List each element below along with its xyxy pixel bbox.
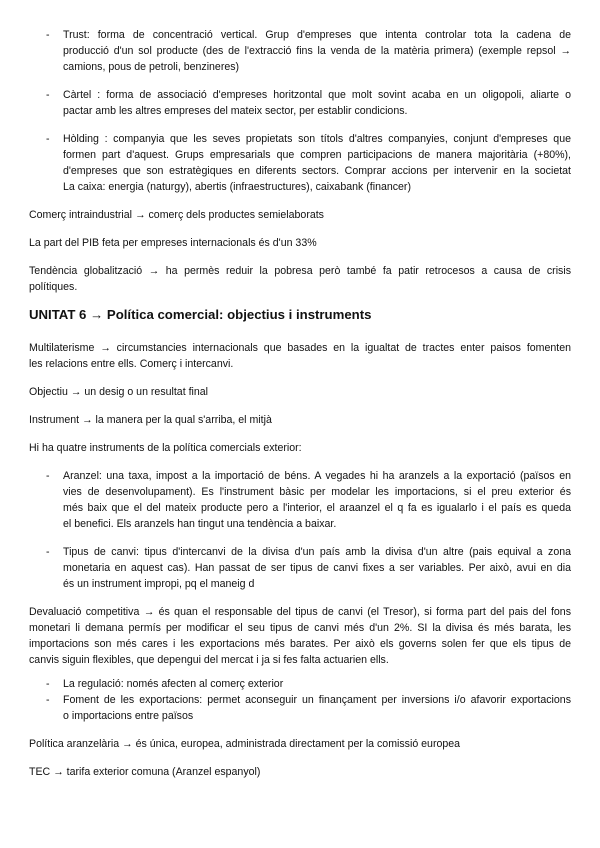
cartel-line-1: Càrtel : forma de associació d'empreses horitzontal que molt sovint acaba en un oligopoli, aliarte o [63, 89, 571, 101]
paragraph-devaluacio-line-4: canvis siguin flexibles, que depengui del mercat i ja si fes falta actuarien ells. [29, 654, 389, 666]
cartel-line-2: pactar amb les altres empreses del mateix sector, per establir condicions. [63, 105, 408, 117]
paragraph-quatre: Hi ha quatre instruments de la política comercials exterior: [29, 442, 302, 454]
holding-line-3: d'empreses que son estratègiques en diferents sectors. Comprar accions per intervenir en la societat [63, 165, 571, 177]
aranzel-line-1: Aranzel: una taxa, impost a la importació de béns. A vegades hi ha aranzels a la exportació (països en [63, 470, 571, 482]
paragraph-multi-line-1: Multilaterisme → circumstancies internacionals que basades en la igualtat de tractes enter paisos fomenten [29, 342, 571, 354]
paragraph-devaluacio-line-3: importacions son més cares i les exportacions més barates. Per això els governs solen fer que els tipus de [29, 638, 571, 650]
paragraph-multi-line-2: les relacions entre ells. Comerç i intercanvi. [29, 358, 234, 370]
trust-line-1: Trust: forma de concentració vertical. Grup d'empreses que intenta controlar tota la cadena de [63, 29, 571, 41]
bullet-dash: - [46, 678, 50, 690]
paragraph-pib: La part del PIB feta per empreses internacionals és d'un 33% [29, 237, 317, 249]
canvi-line-1: Tipus de canvi: tipus d'intercanvi de la divisa d'un país amb la divisa d'un altre (pais equival a zona [63, 546, 571, 558]
regulacio-line-1: La regulació: només afecten al comerç exterior [63, 678, 284, 690]
bullet-dash: - [46, 133, 50, 145]
bullet-dash: - [46, 29, 50, 41]
holding-line-4: La caixa: energia (naturgy), abertis (infraestructures), caixabank (financer) [63, 181, 411, 193]
holding-line-1: Hòlding : companyia que les seves propietats son títols d'altres companyies, conjunt d'empreses que [63, 133, 571, 145]
canvi-line-2: monetaria en aquest cas). Han passat de ser tipus de canvi fixes a ser variables. Per això, avui en dia [63, 562, 571, 574]
aranzel-line-3: més baix que el del mateix producte pero a l'interior, el araanzel el q fa es igualarlo i el país es queda [63, 502, 571, 514]
bullet-dash: - [46, 694, 50, 706]
bullet-dash: - [46, 470, 50, 482]
paragraph-devaluacio-line-2: monetari li demana permís per modificar el seu tipus de canvi més d'un 2%. SI la divisa és més barata, les [29, 622, 571, 634]
trust-line-3: camions, pous de petroli, benzineres) [63, 61, 240, 73]
paragraph-comerc: Comerç intraindustrial → comerç dels productes semielaborats [29, 209, 324, 221]
foment-line-1: Foment de les exportacions: permet aconseguir un finançament per inversions i/o afavorir exportacions [63, 694, 571, 706]
aranzel-line-2: vies de desenvolupament). Es l'instrument bàsic per modelar les importacions, si el preu exterior és [63, 486, 571, 498]
paragraph-tendencia-line-2: polítiques. [29, 281, 78, 293]
unit-heading: UNITAT 6 → Política comercial: objectius i instruments [29, 307, 372, 322]
trust-line-2: producció d'un sol producte (des de l'extracció fins la venda de la matèria primera) (exemple repsol → [63, 45, 571, 57]
bullet-dash: - [46, 546, 50, 558]
paragraph-politica: Política aranzelària → és única, europea, administrada directament per la comissió europea [29, 738, 461, 750]
holding-line-2: formen part d'aquest. Grups empresarials que compren participacions de manera majoritària (+80%), [63, 149, 571, 161]
aranzel-line-4: el benefici. Els aranzels han tingut una tendència a baixar. [63, 518, 337, 530]
paragraph-objectiu: Objectiu → un desig o un resultat final [29, 386, 209, 398]
foment-line-2: o importacions entre països [63, 710, 194, 722]
bullet-dash: - [46, 89, 50, 101]
canvi-line-3: és un instrument impropi, pq el maneig d [63, 578, 255, 590]
paragraph-tec: TEC → tarifa exterior comuna (Aranzel espanyol) [29, 766, 261, 778]
paragraph-tendencia-line-1: Tendència globalització → ha permès reduir la pobresa però també fa patir retrocesos a causa de crisis [29, 265, 571, 277]
paragraph-devaluacio-line-1: Devaluació competitiva → és quan el responsable del tipus de canvi (el Tresor), si forma part del pais del fons [29, 606, 571, 618]
paragraph-instrument: Instrument → la manera per la qual s'arriba, el mitjà [29, 414, 272, 426]
